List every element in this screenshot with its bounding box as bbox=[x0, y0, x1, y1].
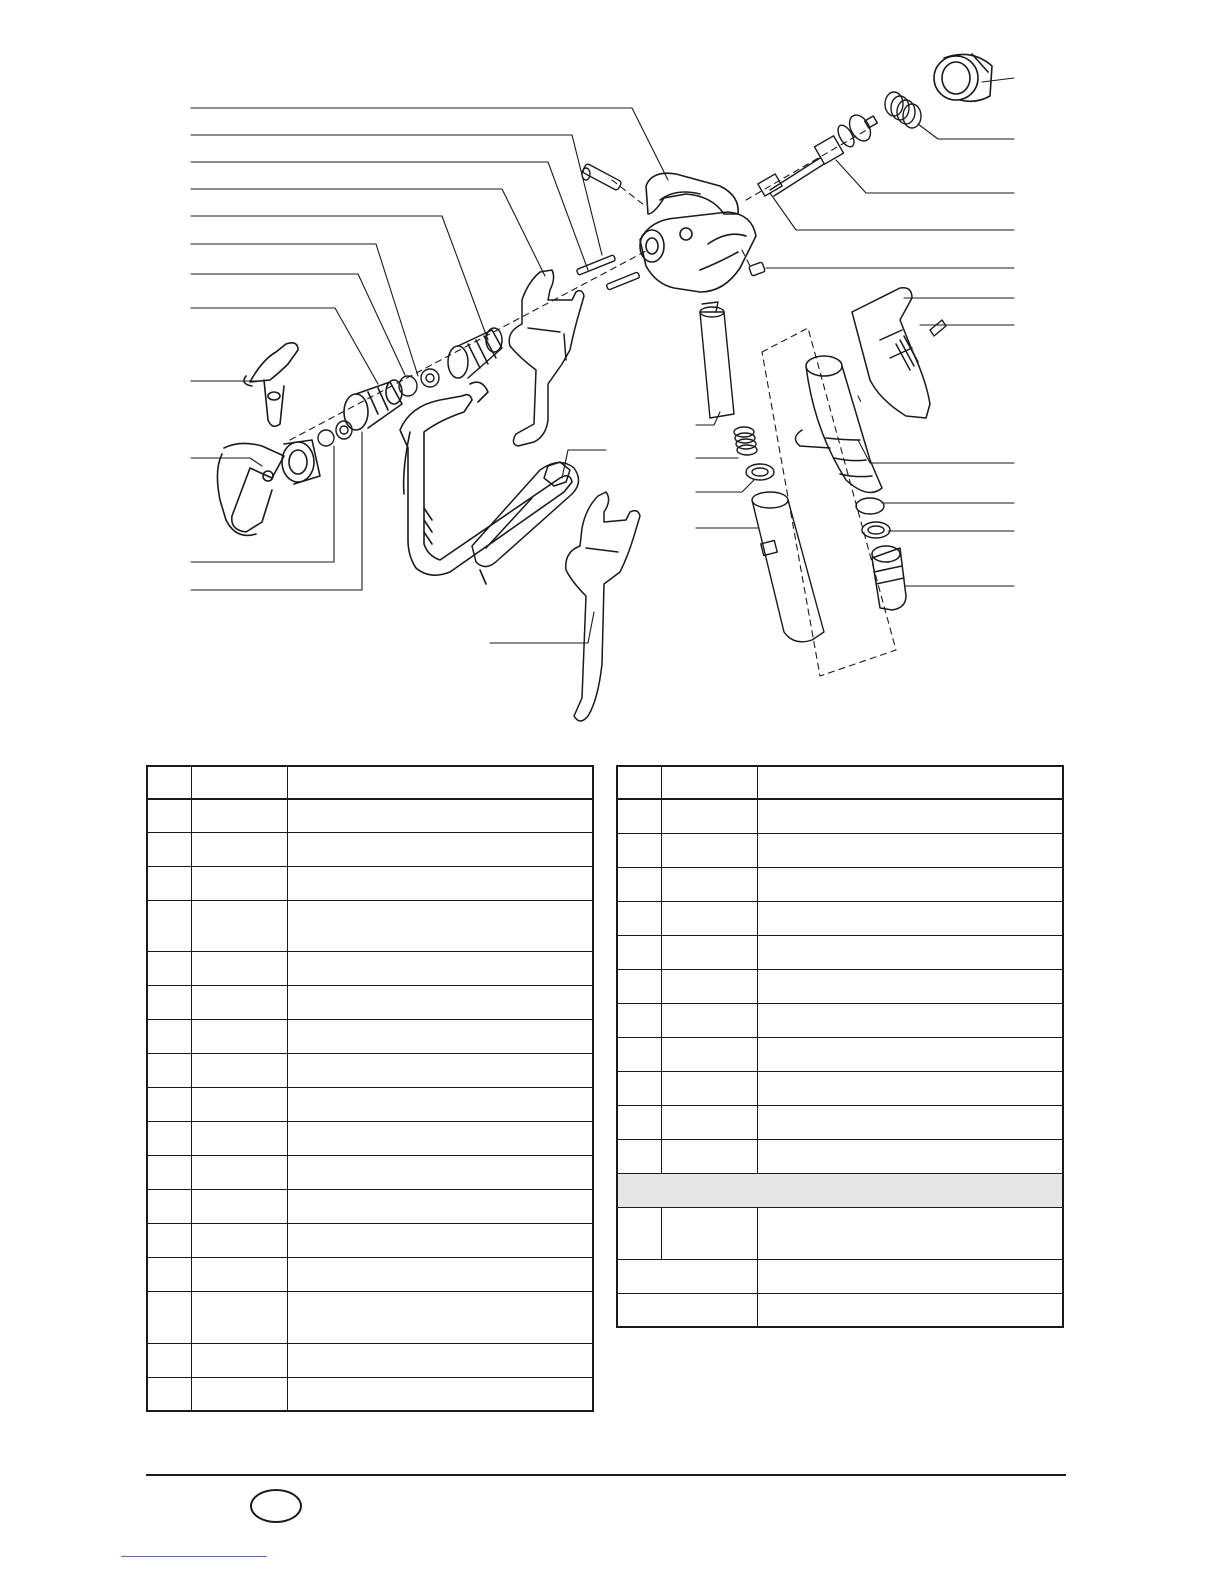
thread-adapter-part bbox=[448, 328, 502, 378]
table-row bbox=[617, 833, 1063, 867]
swivel-seal-parts bbox=[856, 498, 890, 538]
table-row bbox=[617, 867, 1063, 901]
filter-element-part bbox=[752, 492, 824, 642]
table-row bbox=[617, 1003, 1063, 1037]
col-part-number-header bbox=[661, 766, 757, 799]
cover-screw-part bbox=[930, 320, 946, 336]
pin-part bbox=[582, 163, 622, 191]
col-item-header bbox=[147, 766, 191, 799]
left-callout-leaders bbox=[191, 108, 668, 643]
tip-housing-part bbox=[344, 380, 402, 430]
table-row bbox=[617, 969, 1063, 1003]
screw-part bbox=[749, 262, 766, 276]
diffuser-tube-part bbox=[700, 302, 734, 418]
valve-assembly-part bbox=[758, 111, 877, 196]
col-item-header bbox=[617, 766, 661, 799]
table-row bbox=[147, 1223, 593, 1257]
table-row bbox=[147, 951, 593, 985]
table-row bbox=[147, 1053, 593, 1087]
table-row bbox=[147, 1155, 593, 1189]
footer-link[interactable] bbox=[121, 1556, 267, 1557]
col-part-number-header bbox=[191, 766, 287, 799]
section-heading bbox=[617, 1173, 1063, 1207]
swivel-cover-part bbox=[852, 288, 930, 418]
table-row bbox=[147, 1343, 593, 1377]
language-badge bbox=[250, 1489, 302, 1523]
col-description-header bbox=[757, 766, 1063, 799]
trigger-part-lower bbox=[566, 492, 640, 721]
filter-spring-part bbox=[734, 427, 757, 455]
spring-part bbox=[885, 92, 921, 128]
table-row bbox=[617, 901, 1063, 935]
parts-list-table-right bbox=[616, 765, 1064, 1328]
col-description-header bbox=[287, 766, 593, 799]
o-ring-parts bbox=[399, 369, 439, 396]
table-row bbox=[147, 1189, 593, 1223]
gun-nut-part bbox=[934, 54, 992, 101]
guard-cap-part bbox=[646, 173, 738, 214]
table-header-row bbox=[617, 766, 1063, 799]
swivel-fitting-part bbox=[872, 546, 906, 610]
table-row bbox=[147, 985, 593, 1019]
washer-part bbox=[746, 464, 774, 480]
table-section-heading-row bbox=[617, 1173, 1063, 1207]
right-callout-leaders bbox=[696, 78, 1014, 586]
table-summary-row bbox=[617, 1259, 1063, 1293]
table-row bbox=[147, 866, 593, 900]
table-row bbox=[147, 832, 593, 866]
table-row bbox=[147, 799, 593, 832]
reversible-tip-part bbox=[244, 343, 298, 426]
table-row bbox=[147, 1291, 593, 1343]
table-row bbox=[617, 1105, 1063, 1139]
table-row bbox=[147, 1257, 593, 1291]
table-row bbox=[147, 1087, 593, 1121]
table-row bbox=[617, 1139, 1063, 1173]
assembly-axis-lines bbox=[290, 128, 896, 676]
table-row bbox=[147, 1121, 593, 1155]
table-row bbox=[617, 1207, 1063, 1259]
rod-parts bbox=[576, 255, 640, 290]
table-row bbox=[147, 1377, 593, 1411]
table-row bbox=[617, 1071, 1063, 1105]
table-row bbox=[617, 799, 1063, 833]
table-row bbox=[147, 1019, 593, 1053]
table-summary-row bbox=[617, 1293, 1063, 1327]
table-row bbox=[617, 935, 1063, 969]
exploded-parts-diagram bbox=[0, 0, 1224, 750]
trigger-part-upper bbox=[509, 270, 584, 446]
table-row bbox=[617, 1037, 1063, 1071]
table-header-row bbox=[147, 766, 593, 799]
gun-head-part bbox=[640, 212, 756, 292]
gun-frame-part bbox=[400, 382, 572, 584]
tip-guard-part bbox=[217, 440, 320, 535]
table-row bbox=[147, 900, 593, 951]
footer-divider bbox=[146, 1474, 1066, 1476]
parts-list-table-left bbox=[146, 765, 594, 1412]
